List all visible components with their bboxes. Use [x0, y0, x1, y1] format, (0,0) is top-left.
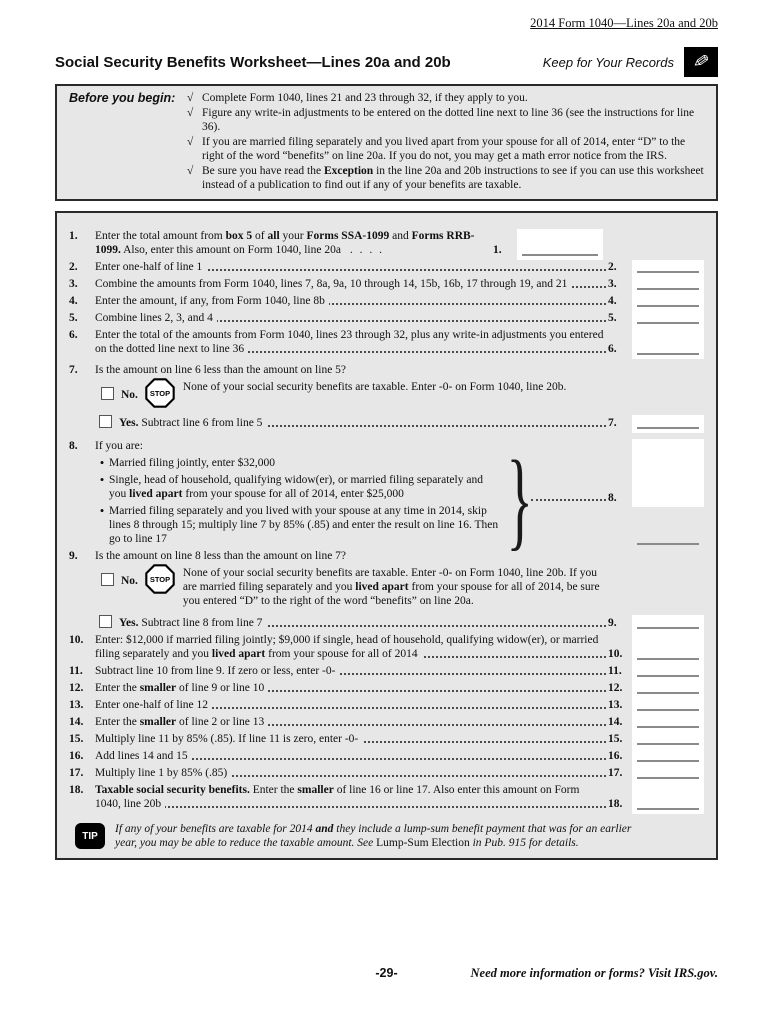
- entry-underline: [637, 305, 699, 307]
- line-number-right: 1.: [493, 244, 502, 256]
- line-text: Enter the smaller of line 2 or line 13: [95, 716, 268, 728]
- line-number-right: 15.: [608, 733, 623, 745]
- line-7-no-checkbox[interactable]: [101, 387, 114, 400]
- entry-underline: [637, 288, 699, 290]
- line-5-amount-field[interactable]: [632, 311, 704, 328]
- line-text: Yes. Subtract line 6 from line 5: [95, 417, 266, 429]
- line-number: 13.: [69, 699, 84, 711]
- worksheet-line-15: [65, 732, 710, 749]
- checklist-item-text: Complete Form 1040, lines 21 and 23 through 32, if they apply to you.: [202, 92, 528, 104]
- no-label: No.: [121, 389, 138, 401]
- stop-icon: [145, 378, 175, 408]
- line-number: 3.: [69, 278, 78, 290]
- no-label: No.: [121, 575, 138, 587]
- line-text: Is the amount on line 6 less than the amount on line 5?: [95, 364, 350, 376]
- line-15-amount-field[interactable]: [632, 732, 704, 749]
- checkmark-icon: √: [187, 92, 194, 104]
- checklist-item: [187, 164, 706, 192]
- line-text: Yes. Subtract line 8 from line 7: [95, 617, 266, 629]
- line-number-right: 11.: [608, 665, 622, 677]
- tip-text: If any of your benefits are taxable for 2014 and they include a lump-sum benefit payment that was for an earlier year, you may be able to reduce the taxable amount. See Lump-Sum Election in Pub. 915 for details.: [115, 823, 632, 849]
- before-you-begin-checklist: [187, 91, 706, 193]
- line-9-no-checkbox[interactable]: [101, 573, 114, 586]
- page-title: Social Security Benefits Worksheet—Lines 20a and 20b: [55, 53, 451, 71]
- line-number-right: 12.: [608, 682, 623, 694]
- line-number: 5.: [69, 312, 78, 324]
- svg-text:STOP: STOP: [149, 575, 170, 585]
- line-number-right: 6.: [608, 343, 617, 355]
- entry-underline: [637, 726, 699, 728]
- worksheet-line-14: [65, 715, 710, 732]
- checkmark-icon: √: [187, 107, 194, 119]
- form-reference: 2014 Form 1040—Lines 20a and 20b: [530, 16, 718, 30]
- checklist-item-text: Be sure you have read the Exception in the line 20a and 20b instructions to see if you can use this worksheet instead of a publication to find out if any of your benefits are taxable.: [202, 165, 704, 191]
- line-17-amount-field[interactable]: [632, 766, 704, 783]
- line-7-amount-field[interactable]: [632, 415, 704, 433]
- entry-underline: [637, 627, 699, 629]
- line-11-amount-field[interactable]: [632, 664, 704, 681]
- line-number-right: 9.: [608, 617, 617, 629]
- line-number: 1.: [69, 230, 78, 242]
- line-text: Taxable social security benefits. Enter the smaller of line 16 or line 17. Also enter this amount on Form 1040, line 20b: [95, 784, 580, 810]
- worksheet-line-18: [65, 783, 710, 814]
- line-number-right: 5.: [608, 312, 617, 324]
- entry-underline: [637, 501, 699, 545]
- line-number-right: 18.: [608, 798, 623, 810]
- line-number: 15.: [69, 733, 84, 745]
- worksheet-line-17: [65, 766, 710, 783]
- line-text: None of your social security benefits are taxable. Enter -0- on Form 1040, line 20b. If you are married filing separately and you lived apart from your spouse for all of 2014, be sure you entered “D” to the right of the word “benefits” on line 20a.: [183, 566, 608, 608]
- line-18-amount-field[interactable]: [632, 783, 704, 814]
- footer-note: Need more information or forms? Visit IRS.gov.: [470, 966, 718, 980]
- entry-underline: [637, 692, 699, 694]
- worksheet-line-4: [65, 294, 710, 311]
- line-3-amount-field[interactable]: [632, 277, 704, 294]
- bullet-icon: •: [99, 472, 105, 487]
- line-number: 6.: [69, 329, 78, 341]
- line-7-yes-checkbox[interactable]: [99, 415, 112, 428]
- leader-dots: [531, 499, 606, 501]
- line-number: 8.: [69, 440, 78, 452]
- tip-icon: TIP: [75, 823, 105, 849]
- entry-underline: [637, 777, 699, 779]
- worksheet-line-7-no: [65, 380, 710, 411]
- line-number: 18.: [69, 784, 84, 796]
- bullet-icon: •: [99, 503, 105, 518]
- worksheet-line-10: [65, 633, 710, 664]
- line-text: Enter one-half of line 12: [95, 699, 212, 711]
- entry-underline: [637, 427, 699, 429]
- line-number: 4.: [69, 295, 78, 307]
- pencil-icon: ✎: [684, 47, 718, 77]
- checklist-item: [187, 135, 706, 163]
- line-text: Multiply line 1 by 85% (.85): [95, 767, 231, 779]
- worksheet-line-2: [65, 260, 710, 277]
- worksheet-line-16: [65, 749, 710, 766]
- line-text: Enter the amount, if any, from Form 1040, line 8b: [95, 295, 329, 307]
- line-6-amount-field[interactable]: [632, 328, 704, 359]
- line-number: 2.: [69, 261, 78, 273]
- page-footer: [55, 966, 718, 986]
- line-text: None of your social security benefits are taxable. Enter -0- on Form 1040, line 20b.: [183, 380, 608, 408]
- entry-underline: [637, 271, 699, 273]
- worksheet-line-6: [65, 328, 710, 359]
- line-9-amount-field[interactable]: [632, 615, 704, 633]
- entry-underline: [637, 658, 699, 660]
- line-number-right: 8.: [608, 492, 617, 504]
- bullet-item: • Single, head of household, qualifying widow(er), or married filing separately and you lived apart from your spouse for all of 2014, enter $25,000: [95, 473, 499, 501]
- worksheet-line-9-no: [65, 566, 710, 611]
- checklist-item-text: If you are married filing separately and you lived apart from your spouse for all of 2014, enter “D” to the right of the word “benefits” on line 20a. If you do not, you may get a math error notice from the IRS.: [202, 136, 686, 162]
- entry-underline: [637, 743, 699, 745]
- page-number: -29-: [375, 966, 398, 980]
- worksheet-line-12: [65, 681, 710, 698]
- bullet-item: • Married filing jointly, enter $32,000: [95, 456, 499, 470]
- line-number: 17.: [69, 767, 84, 779]
- line-number: 10.: [69, 634, 84, 646]
- checkmark-icon: √: [187, 165, 194, 177]
- line-number-right: 2.: [608, 261, 617, 273]
- line-text: Enter the smaller of line 9 or line 10: [95, 682, 268, 694]
- title-row: [55, 47, 718, 77]
- brace-glyph: }: [506, 438, 533, 560]
- line-4-amount-field[interactable]: [632, 294, 704, 311]
- checkmark-icon: √: [187, 136, 194, 148]
- line-text: Enter the total amount from box 5 of all your Forms SSA-1099 and Forms RRB-1099. Also, enter this amount on Form 1040, line 20a: [95, 230, 475, 256]
- worksheet-line-5: [65, 311, 710, 328]
- worksheet-line-3: [65, 277, 710, 294]
- line-number-right: 14.: [608, 716, 623, 728]
- bullet-item: • Married filing separately and you lived with your spouse at any time in 2014, skip lines 8 through 15; multiply line 7 by 85% (.85) and enter the result on line 16. Then go to line 17: [95, 504, 499, 546]
- line-1-amount-field[interactable]: [517, 229, 603, 260]
- entry-underline: [637, 760, 699, 762]
- worksheet-line-7-yes: [65, 415, 710, 433]
- before-you-begin-box: [55, 84, 718, 201]
- checklist-item-text: Figure any write-in adjustments to be entered on the dotted line next to line 36 (see the instructions for line 36).: [202, 107, 695, 133]
- line-12-amount-field[interactable]: [632, 681, 704, 698]
- line-number: 9.: [69, 550, 78, 562]
- worksheet-line-1: [65, 229, 710, 260]
- stop-icon: [145, 564, 175, 594]
- worksheet-line-11: [65, 664, 710, 681]
- line-text: Is the amount on line 8 less than the amount on line 7?: [95, 550, 350, 562]
- line-16-amount-field[interactable]: [632, 749, 704, 766]
- line-number-right: 4.: [608, 295, 617, 307]
- line-number-right: 17.: [608, 767, 623, 779]
- entry-underline: [522, 254, 598, 256]
- entry-underline: [637, 808, 699, 810]
- checklist-item: [187, 91, 706, 105]
- svg-text:STOP: STOP: [149, 389, 170, 399]
- line-text: Enter the total of the amounts from Form 1040, lines 23 through 32, plus any write-in adjustments you entered on the dotted line next to line 36: [95, 329, 604, 355]
- line-text: Enter one-half of line 1: [95, 261, 206, 273]
- line-number-right: 16.: [608, 750, 623, 762]
- line-number-right: 3.: [608, 278, 617, 290]
- line-text: Add lines 14 and 15: [95, 750, 192, 762]
- line-9-yes-checkbox[interactable]: [99, 615, 112, 628]
- line-number-right: 10.: [608, 648, 623, 660]
- line-number: 11.: [69, 665, 83, 677]
- tip-note: [65, 822, 710, 850]
- before-you-begin-label: Before you begin:: [69, 91, 176, 105]
- checklist-item: [187, 106, 706, 134]
- line-text: Enter: $12,000 if married filing jointly; $9,000 if single, head of household, qualifying widow(er), or married filing separately and you lived apart from your spouse for all of 2014: [95, 634, 599, 660]
- worksheet-line-9-yes: [65, 615, 710, 633]
- worksheet-box: [55, 211, 718, 860]
- line-text: Multiply line 11 by 85% (.85). If line 11 is zero, enter -0-: [95, 733, 362, 745]
- line-number-right: 13.: [608, 699, 623, 711]
- line-number: 14.: [69, 716, 84, 728]
- line-10-amount-field[interactable]: [632, 633, 704, 664]
- line-2-amount-field[interactable]: [632, 260, 704, 277]
- bullet-icon: •: [99, 455, 105, 470]
- line-text: Combine the amounts from Form 1040, lines 7, 8a, 9a, 10 through 14, 15b, 16b, 17 through 19, and 21: [95, 278, 571, 290]
- line-number: 7.: [69, 364, 78, 376]
- entry-underline: [637, 322, 699, 324]
- line-text: Combine lines 2, 3, and 4: [95, 312, 217, 324]
- line-number-right: 7.: [608, 417, 617, 429]
- line-8-amount-field[interactable]: [632, 439, 704, 549]
- line-14-amount-field[interactable]: [632, 715, 704, 732]
- line-number: 16.: [69, 750, 84, 762]
- entry-underline: [637, 709, 699, 711]
- line-text: Subtract line 10 from line 9. If zero or less, enter -0-: [95, 665, 339, 677]
- line-text: If you are:: [95, 440, 143, 452]
- line-13-amount-field[interactable]: [632, 698, 704, 715]
- line-number: 12.: [69, 682, 84, 694]
- leader-dots: . . . .: [344, 244, 384, 256]
- worksheet-line-13: [65, 698, 710, 715]
- keep-for-records-label: Keep for Your Records: [542, 54, 674, 70]
- entry-underline: [637, 675, 699, 677]
- entry-underline: [637, 353, 699, 355]
